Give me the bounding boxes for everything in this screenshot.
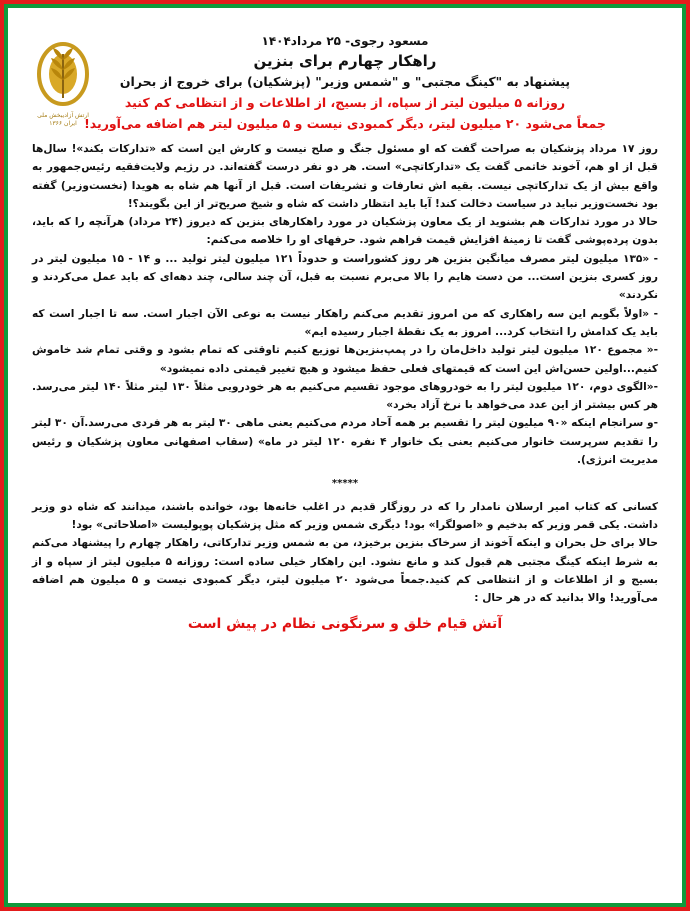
red-headline-2: جمعاً می‌شود ۲۰ میلیون لیتر، دیگر کمبودی نیست و ۵ میلیون لیتر هم اضافه می‌آورید! <box>84 116 606 131</box>
document-paper <box>22 22 668 889</box>
paragraph: روز ۱۷ مرداد پزشکیان به صراحت گفت که او مسئول جنگ و صلح نیست و کارش این است که «تدارکات بکند»! سال‌ها قبل از او هم، آخوند خاتمی گفت یک «تدارکاتچی» است. هر دو نفر درست گفته‌اند. در رژیم ولایت‌فقیه رئیس‌جمهور به واقع بیش از یک تدارکاتچی نیست. بقیه اش تعارفات و تشریفات است. قبل از آنها هم شاه به هویدا (نخست‌وزیر) گفته بود نخست‌وزیر نباید در سیاست دخالت کند! آیا باید انتظار داشت که شاه و شیخ صریح‌تر از این بگویند؟! <box>32 143 658 210</box>
document-title: راهکار چهارم برای بنزین <box>253 52 437 70</box>
document-header <box>22 32 668 134</box>
byline: مسعود رجوی- ۲۵ مرداد۱۴۰۴ <box>261 34 429 48</box>
document-subtitle: پیشنهاد به "کینگ مجتبی" و "شمس وزیر" (پزشکیان) برای خروج از بحران <box>119 74 571 89</box>
red-headline-1: روزانه ۵ میلیون لیتر از سپاه، از بسیج، از اطلاعات و از انتظامی کم کنید <box>124 95 566 110</box>
paragraph: کسانی که کتاب امیر ارسلان نامدار را که در روزگار قدیم در اغلب خانه‌ها بود، خوانده باشند، میدانند که شاه دو وزیر داشت. یکی قمر وزیر که بدخیم و «اصولگرا» بود! دیگری شمس وزیر که مثل پزشکیان پوپولیست «اصلاحاتی» بود! <box>32 500 658 531</box>
section-divider: ***** <box>331 478 359 490</box>
footer-slogan: آتش قیام خلق و سرنگونی نظام در پیش است <box>187 616 503 633</box>
paragraph: حالا در مورد تدارکات هم بشنوید از یک معاون پزشکیان در مورد راهکارهای بنزین که دیروز (۲۴ مرداد) هرآنچه را که باید، بدون پرده‌پوشی گفت تا زمینهٔ افزایش قیمت فراهم شود. حرفهای او را خلاصه می‌کنم: <box>32 216 658 247</box>
paragraph: -و سرانجام اینکه «۹۰ میلیون لیتر را تقسیم بر همه آحاد مردم می‌کنیم یعنی ماهی ۳۰ لیتر به هر فردی می‌رسد.آن ۳۰ لیتر را تقدیم سرپرست خانوار می‌کنیم یعنی یک خانوار ۴ نفره ۱۲۰ لیتر در ماه» (سقاب اصفهانی معاون پزشکیان و رئیس مدیریت انرژی). <box>32 417 659 467</box>
paragraph: -« مجموع ۱۲۰ میلیون لیتر تولید داخل‌مان را در پمپ‌بنزین‌ها توزیع کنیم تاوقتی که تمام بشود و وقتی تمام شد خاموش کنیم...اولین حسن‌اش این است که قیمتهای فعلی حفظ میشود و هیچ تغییر قیمتی داده نمیشود» <box>32 344 659 375</box>
document-body <box>32 140 658 634</box>
paragraph: حالا برای حل بحران و اینکه آخوند از سرخاک بنزین برخیزد، من به شمس وزیر تدارکاتی، راهکار چهارم را پیشنهاد می‌کنم به شرط اینکه کینگ مجتبی هم قبول کند و مانع نشود. این راهکار خیلی ساده است: روزانه ۵ میلیون لیتر از سپاه و از بسیج و از اطلاعات و از انتظامی کم کنید.جمعاً می‌شود ۲۰ میلیون لیتر، دیگر کمبودی نیست و ۵ میلیون هم اضافه می‌آورید! والا بدانید که در هر حال : <box>32 537 659 605</box>
logo <box>32 36 94 126</box>
frame-inner <box>8 8 682 903</box>
paragraph: -«الگوی دوم، ۱۲۰ میلیون لیتر را به خودروهای موجود تقسیم می‌کنیم به هر خودرویی مثلاً ۱۳۰ لیتر مثلاً ۱۴۰ لیتر می‌رسد. هر کس بیشتر از این عدد می‌خواهد با نرخ آزاد بخرد» <box>32 380 658 412</box>
paragraph: - «اولاً بگویم این سه راهکاری که من امروز تقدیم می‌کنم راهکار نیست به نوعی الآن اجبار است. سه تا اجبار است که باید یک کدامش را انتخاب کرد... امروز به یک نقطهٔ اجبار رسیده ایم» <box>32 307 658 338</box>
paragraph: - «۱۳۵ میلیون لیتر مصرف میانگین بنزین هر روز کشوراست و حدوداً ۱۲۱ میلیون لیتر تولید ... و ۱۴ - ۱۵ میلیون لیتر در روز کسری بنزین است... من دست هایم را بالا می‌برم نسبت به قبل، آن چند سالی، چند دهه‌ای که باید عمل می‌کردند و نکردند» <box>32 252 658 302</box>
logo-caption: ارتش آزادیبخش ملی ایران ۱۳۶۶ <box>37 112 89 127</box>
wheat-emblem-icon <box>36 36 90 110</box>
